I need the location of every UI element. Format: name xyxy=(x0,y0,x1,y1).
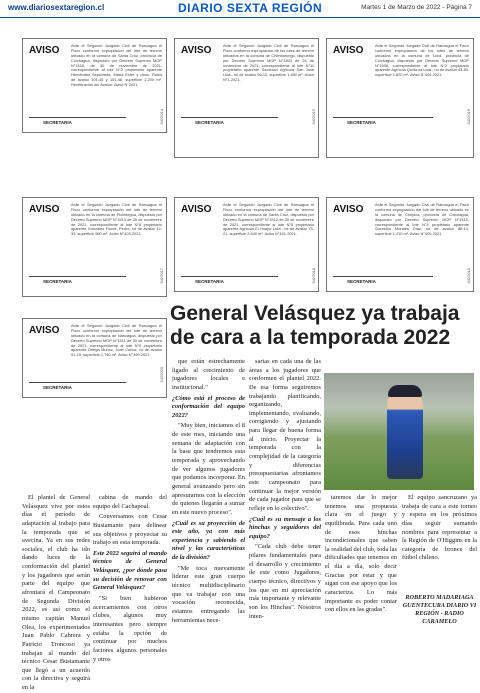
paragraph: sarias en cada una de las áreas a los jugadores que conformen el plantel 2022. De esa forma seguiremos trabajando planificando, organizando, implementando, evaluando, corrigiendo y ajustando para llegar de buena forma al inicio. Proyectar la temporada con la complejidad de la categoría y diferencias presupuestarias afrontamos este campeonato para continuar la mejor versión de cada jugador para que se refleje en lo colectivo". xyxy=(249,358,321,512)
notice-code: 3422014 xyxy=(159,109,164,125)
notice-title: AVISO xyxy=(29,45,60,56)
signature-line xyxy=(181,117,278,118)
article-headline: General Velásquez ya trabaja de cara a la temporada 2022 xyxy=(170,302,460,350)
paragraph: "Me toca nuevamente liderar este gran cuerpo técnico multidisciplinario que va trabajar con una vocación reconocida, estamos entregando las herramientas nece- xyxy=(172,564,245,624)
page-header xyxy=(0,0,480,18)
interview-question: ¿Cuál es su proyección de este año, ya con más experiencia y sabiendo el nivel y las características de la división? xyxy=(172,519,245,562)
signature-line xyxy=(181,276,278,277)
article-column-6 xyxy=(402,494,477,592)
paragraph: taremos dar lo mejor tenemos una propuesta clara en el juego y equilibrada. Para cada uno de esos hinchas incondicionales que saben la realidad del club, toda las dificultades que tenemos en el día a día, solo decir Gracias por estar y que sigan con ese apoyo que los caracteriza. Lo más importante es poder contar con ellos en las gradas". xyxy=(325,494,397,614)
interview-question: ¿Cómo está el proceso de conformación del equipo 2022? xyxy=(172,394,245,419)
notice-title: AVISO xyxy=(181,204,212,215)
paragraph: El plantel de General Velásquez vive por estos días el período de adaptación al trabajo para la temporada que se avecina. Ya en sus redes sociales, el club ha ido dando luces de la conformación del plantel y los jugadores que serán parte del equipo que afrontará el Campeonato de Segunda División 2022, es así como el mismo capitán Manuel Olea, los experimentados Juan Pablo Cabrera y Patricio Troncoso ya trabajan al mando del técnico Cesar Bustamante que llegó a un acuerdo con la directiva y seguirá en la xyxy=(22,494,90,692)
notice-code: 3422016 xyxy=(466,109,471,125)
signature-line xyxy=(29,276,126,277)
notice-secretary: SECRETARIA xyxy=(43,120,72,125)
notice-6 xyxy=(326,197,474,292)
notice-code: 3422015 xyxy=(311,109,316,125)
notice-secretary: SECRETARIA xyxy=(195,120,224,125)
notice-4 xyxy=(22,197,167,297)
paragraph: cabina de mando del equipo del Cachapoal. xyxy=(93,494,167,510)
notice-secretary: SECRETARIA xyxy=(347,120,376,125)
paragraph: "Muy bien, iniciamos el 8 de este mes, iniciando una semana de adaptación con la base que tendremos esta temporada y aprovechando de ver algunos jugadores que podamos incorporar. En general avanzando pero sin apresurarnos con la elección de quienes llegarán a sumar en este nuevo proceso". xyxy=(172,422,245,516)
notice-body: Ante el Segundo Juzgado Civil de Rancagua el Fisco conformó expropiación del lote de terreno ubicado en la comuna de Chépica, provincia de Colchagua, dispuesto por Decreto Supremo MOP N°1510, correspondiente al lote N°4 propietario aparente Sucesión Morales Díaz, rol de avalúo 88-14, superficie 1.210 m². Aviso N°400-2021. xyxy=(375,202,469,237)
notice-body: Ante el Segundo Juzgado Civil de Rancagua el Fisco conformó expropiación del lote de terreno ubicado en la comuna de Nancagua, dispuesto por Decreto Supremo MOP N°1511 de 30 de noviembre de 2021, correspondiente al lote N°6 propietario aparente Ortega Muñoz, Juan Carlos, rol de avalúo 51-19, superficie 1.740 m². Aviso N°399-2021. xyxy=(71,323,162,358)
signature-line xyxy=(333,117,433,118)
notice-code: 3422017 xyxy=(159,268,164,284)
article-column-3 xyxy=(172,358,245,664)
notice-secretary: SECRETARIA xyxy=(43,385,72,390)
notice-title: AVISO xyxy=(333,204,364,215)
notice-title: AVISO xyxy=(181,45,212,56)
article-column-1 xyxy=(22,494,90,692)
paragraph: que están estrechamente ligado al crecimiento de jugadores locales e institucional." xyxy=(172,358,245,391)
notice-secretary: SECRETARIA xyxy=(195,279,224,284)
article-column-4 xyxy=(249,358,321,664)
signature-line xyxy=(333,276,433,277)
notice-title: AVISO xyxy=(333,45,364,56)
notice-body: Ante el Segundo Juzgado Civil de Rancagua el Fisco conformó expropiación de los lotes de terreno ubicados en la comuna de Lolol, provincia de Colchagua, dispuesto por Decreto Supremo MOP N°1506, correspondiente al lote N°2 propietario aparente Agrícola Quilicura Ltda., rol de avalúo 43-80, superficie 1.820 m². Aviso N°404-2021. xyxy=(375,43,469,78)
coach-photo xyxy=(324,373,474,490)
paragraph: "Cada club debe tener pilares fundamentales para el desarrollo y crecimiento de este como Jugadores, cuerpo técnico, directivos y los que en mi apreciación más importante y relevante son los Hinchas". Nosotros inten- xyxy=(249,543,321,620)
signature-line xyxy=(29,382,126,383)
notice-secretary: SECRETARIA xyxy=(43,279,72,284)
coach-figure xyxy=(387,389,423,479)
notice-3 xyxy=(326,38,474,158)
notice-7 xyxy=(22,318,167,398)
notice-1 xyxy=(22,38,167,133)
interview-question: Este 2022 seguirá al mando técnico de General Velásquez, ¿por dónde pasa su decisión de renovar con General Velásquez? xyxy=(93,549,167,592)
cap-shape xyxy=(388,385,422,397)
signature-line xyxy=(29,117,126,118)
paragraph: "Si bien hubieron acercamientos con otros clubes, algunos muy interesantes pero siempre estaba la opción de continuar por muchos factores algunos personales y otros xyxy=(93,595,167,663)
article-column-2 xyxy=(93,494,167,664)
notice-code: 3422020 xyxy=(159,367,164,383)
article-byline: ROBERTO MADARIAGA GUENTECURA DIARIO VI REGIÓN - RADIO CARAMELO xyxy=(402,594,477,626)
notice-code: 3422018 xyxy=(311,268,316,284)
notice-5 xyxy=(174,197,319,292)
notice-2 xyxy=(174,38,319,158)
notice-body: Ante el Segundo Juzgado Civil de Rancagua el Fisco conformó expropiación del lote de terreno ubicado en la comuna de Pichidegua, dispuesto por Decreto Supremo MOP N°1513 de 30 de noviembre de 2021, correspondiente al lote N°8 propietario aparente González Flores, Pedro, rol de avalúo 12-33, superficie 980 m². Aviso N°403-2021. xyxy=(71,202,162,237)
article-column-5 xyxy=(325,494,397,664)
notice-code: 3422019 xyxy=(466,268,471,284)
notice-body: Ante el Segundo Juzgado Civil de Rancagua el Fisco conformó expropiación del lote de terreno ubicado en la comuna de Santa Cruz, dispuesto por Decreto Supremo MOP N°1512 de 30 de noviembre de 2021, correspondiente al lote N°5 propietario aparente Agrícola El Huape Ltda., rol de avalúo 75-21, superficie 2.640 m². Aviso N°401-2021. xyxy=(223,202,314,237)
site-url[interactable]: www.diariosextaregion.cl xyxy=(8,3,105,12)
notice-title: AVISO xyxy=(29,325,60,336)
page-date: Martes 1 de Marzo de 2022 - Página 7 xyxy=(361,4,472,11)
notice-title: AVISO xyxy=(29,204,60,215)
paragraph: Conversamos con Cesar Bustamante para delinear sus objetivos y proyectar su trabajo en esta temporada. xyxy=(93,513,167,547)
notice-secretary: SECRETARIA xyxy=(347,279,376,284)
paragraph: El equipo sancruzano ya trabaja de cara a este torneo y espera en los próximos días seguir sumando nombres para representar a la Región de O'Higgins en la categoría de bronce del fútbol chileno. xyxy=(402,494,477,562)
notice-body: Ante el Segundo Juzgado Civil de Rancagua el Fisco conformó expropiación del lote de terreno ubicado en la comuna de Santa Cruz, provincia de Colchagua, dispuesto por Decreto Supremo MOP N°1516, de 30 de noviembre de 2021, correspondiente al lote N°3 propietario aparente Hernández Sepúlveda, María Ester y otros. Roles de avalúo 101-45 y 101-46, superficie 2.200 m². Rectificación del Avalúo: Aviso N°2021. xyxy=(71,43,162,87)
interview-question: ¿Cuál es su mensaje a los hinchas y seguidores del equipo? xyxy=(249,515,321,540)
newspaper-name: DIARIO SEXTA REGIÓN xyxy=(178,1,323,15)
notice-body: Ante el Segundo Juzgado Civil de Rancagua el Fisco conformó expropiación de los lotes de terreno ubicados en la comuna de Chimbarongo, dispuesto por Decreto Supremo MOP N°1504 de 26 de noviembre de 2021, correspondiente al lote N°11 propietario aparente Sociedad Agrícola San José Ltda., rol de avalúo 96-12, superficie 1.450 m². Aviso N°1-2021. xyxy=(223,43,314,83)
